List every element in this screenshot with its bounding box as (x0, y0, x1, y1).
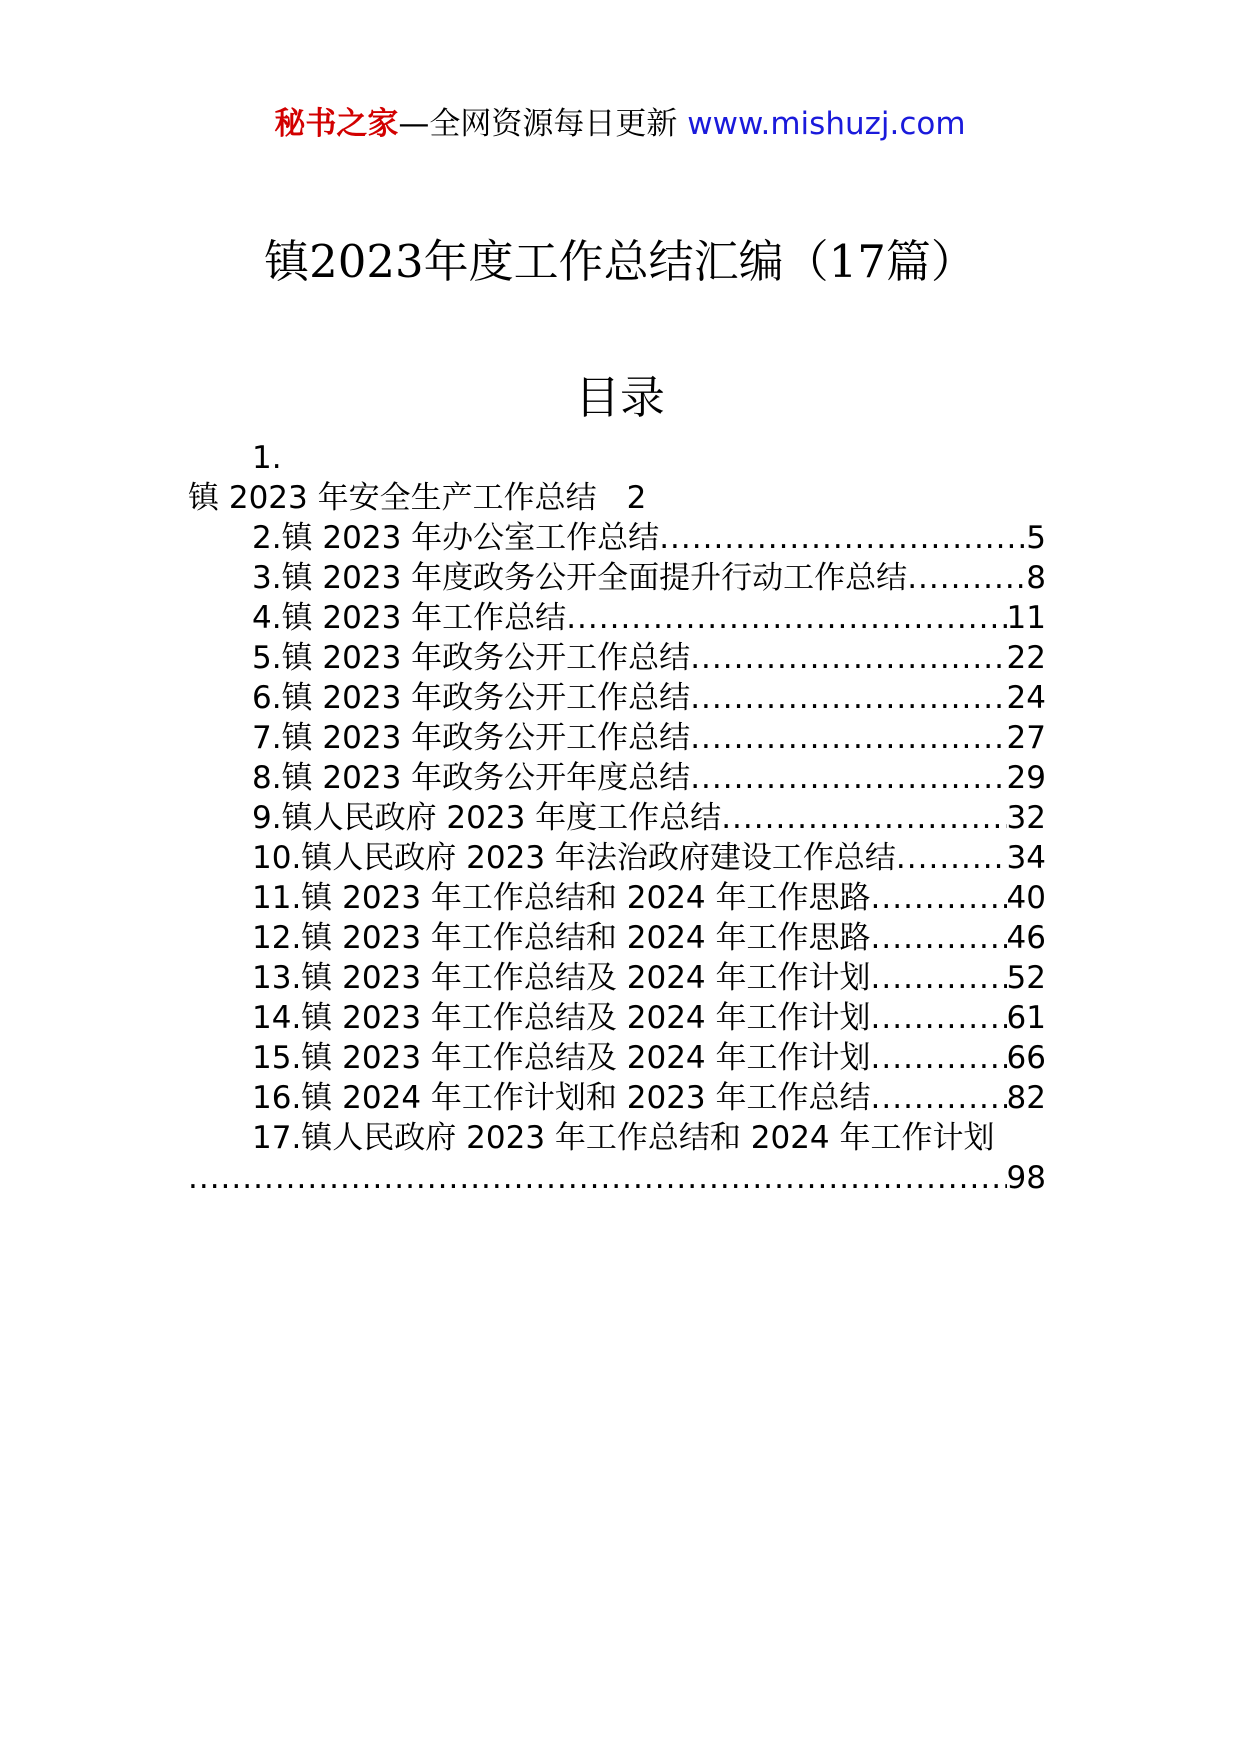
toc-entry-1[interactable] (188, 476, 646, 520)
toc-entry-7[interactable] (252, 716, 1046, 760)
toc-heading: 目录 (574, 371, 665, 424)
toc-entry-title: 13.镇 2023 年工作总结及 2024 年工作计划 (252, 960, 871, 996)
toc-entry-11[interactable] (252, 876, 1046, 920)
toc-leader (871, 1036, 1007, 1080)
toc-leader (690, 756, 1006, 800)
toc-leader (871, 916, 1007, 960)
toc-entry-title: 12.镇 2023 年工作总结和 2024 年工作思路 (252, 920, 871, 956)
toc-leader (690, 636, 1006, 680)
toc-entry-page: 24 (1006, 680, 1046, 716)
toc-entry-title: 6.镇 2023 年政务公开工作总结 (252, 680, 691, 716)
toc-entry-3[interactable] (252, 556, 1046, 600)
toc-entry-title: 9.镇人民政府 2023 年度工作总结 (252, 800, 722, 836)
toc-entry-title: 16.镇 2024 年工作计划和 2023 年工作总结 (252, 1080, 871, 1116)
toc-entry-5[interactable] (252, 636, 1046, 680)
toc-entry-page: 61 (1006, 1000, 1046, 1036)
toc-entry-title: 4.镇 2023 年工作总结 (252, 600, 567, 636)
toc-entry-title: 2.镇 2023 年办公室工作总结 (252, 520, 660, 556)
toc-entry-4[interactable] (252, 596, 1046, 640)
toc-entry-title: 14.镇 2023 年工作总结及 2024 年工作计划 (252, 1000, 871, 1036)
toc-entry-2[interactable] (252, 516, 1046, 560)
toc-entry-page: 11 (1006, 600, 1046, 636)
toc-leader (690, 676, 1006, 720)
toc-leader (188, 1156, 1007, 1200)
toc-entry-17[interactable] (252, 1116, 995, 1160)
toc-leader (566, 596, 1006, 640)
toc-entry-page: 66 (1006, 1040, 1046, 1076)
title-middle: 年度工作总结汇编（ (423, 235, 829, 288)
toc-leader (871, 956, 1007, 1000)
toc-entry-17-leader-row[interactable] (188, 1156, 1046, 1200)
toc-entry-1-number[interactable]: 1. (252, 440, 282, 476)
title-suffix: 篇） (885, 235, 976, 288)
toc-leader (871, 876, 1007, 920)
toc-entry-page: 82 (1006, 1080, 1046, 1116)
toc-entry-page: 8 (1026, 560, 1046, 596)
toc-leader (690, 716, 1006, 760)
toc-leader (907, 556, 1026, 600)
toc-entry-page: 52 (1006, 960, 1046, 996)
toc-leader (871, 996, 1007, 1040)
title-count: 17 (828, 235, 886, 288)
toc-entry-14[interactable] (252, 996, 1046, 1040)
toc-leader (659, 516, 1026, 560)
site-url-link[interactable]: www.mishuzj.com (687, 106, 966, 142)
toc-entry-title: 5.镇 2023 年政务公开工作总结 (252, 640, 691, 676)
toc-leader (871, 1076, 1007, 1120)
title-prefix: 镇 (264, 235, 310, 288)
toc-entry-15[interactable] (252, 1036, 1046, 1080)
toc-entry-page: 29 (1006, 760, 1046, 796)
toc-entry-title: 11.镇 2023 年工作总结和 2024 年工作思路 (252, 880, 871, 916)
toc-entry-page: 40 (1006, 880, 1046, 916)
toc-leader (896, 836, 1007, 880)
toc-entry-6[interactable] (252, 676, 1046, 720)
toc-entry-title: 15.镇 2023 年工作总结及 2024 年工作计划 (252, 1040, 871, 1076)
toc-entry-page: 32 (1006, 800, 1046, 836)
toc-entry-page: 27 (1006, 720, 1046, 756)
toc-entry-16[interactable] (252, 1076, 1046, 1120)
toc-entry-title: 10.镇人民政府 2023 年法治政府建设工作总结 (252, 840, 896, 876)
toc-entry-12[interactable] (252, 916, 1046, 960)
toc-entry-page: 5 (1026, 520, 1046, 556)
toc-entry-13[interactable] (252, 956, 1046, 1000)
brand-name: 秘书之家 (274, 106, 399, 142)
toc-entry-page: 22 (1006, 640, 1046, 676)
toc-entry-page: 46 (1006, 920, 1046, 956)
toc-entry-title: 镇 2023 年安全生产工作总结 (188, 480, 597, 516)
toc-entry-page: 2 (626, 480, 647, 516)
toc-entry-10[interactable] (252, 836, 1046, 880)
toc-leader (721, 796, 1006, 840)
toc-entry-title: 17.镇人民政府 2023 年工作总结和 2024 年工作计划 (252, 1120, 995, 1156)
toc-entry-title: 8.镇 2023 年政务公开年度总结 (252, 760, 691, 796)
toc-entry-title: 3.镇 2023 年度政务公开全面提升行动工作总结 (252, 560, 908, 596)
toc-entry-8[interactable] (252, 756, 1046, 800)
banner-slogan: —全网资源每日更新 (398, 106, 678, 142)
toc-entry-page: 34 (1006, 840, 1046, 876)
title-year: 2023 (309, 235, 424, 288)
toc-entry-9[interactable] (252, 796, 1046, 840)
toc-entry-title: 7.镇 2023 年政务公开工作总结 (252, 720, 691, 756)
toc-entry-page: 98 (1006, 1160, 1046, 1196)
